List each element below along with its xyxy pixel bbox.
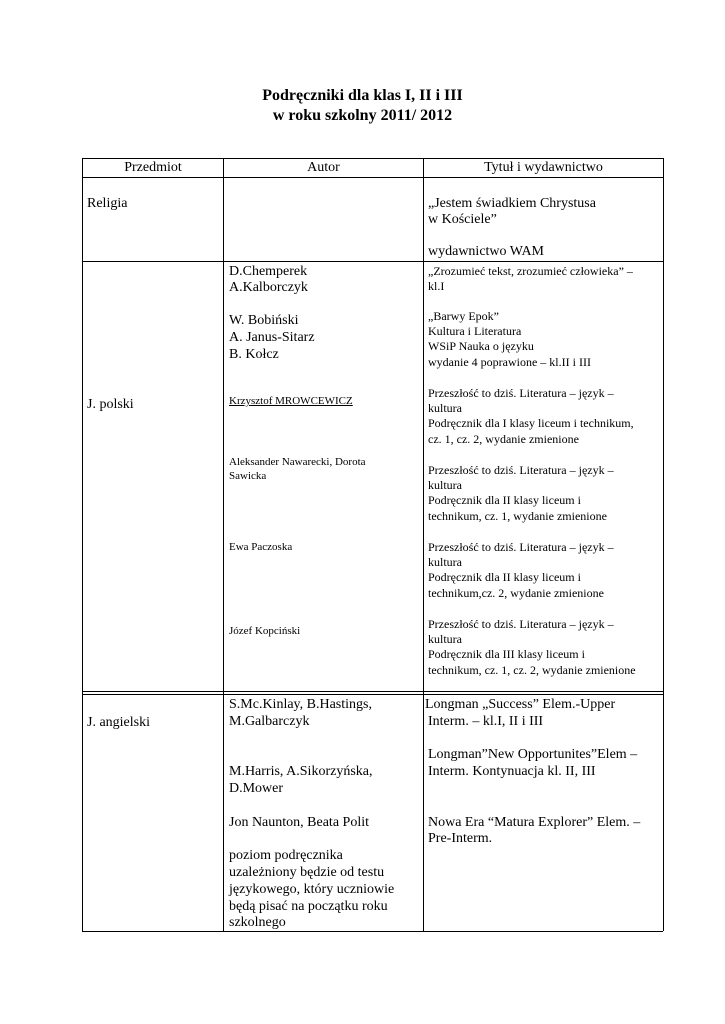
polski-title-2-line-3: WSiP Nauka o języku: [428, 339, 534, 353]
polski-title-5-line-3: Podręcznik dla II klasy liceum i: [428, 570, 581, 584]
angielski-title-1-line-2: Interm. – kl.I, II i III: [428, 714, 544, 729]
polski-title-4-line-4: technikum, cz. 1, wydanie zmienione: [428, 509, 607, 523]
angielski-note-line-2: uzależniony będzie od testu: [229, 865, 385, 880]
polski-title-2-line-1: „Barwy Epok”: [428, 309, 499, 323]
table-border-bottom: [82, 931, 663, 932]
column-divider-2: [423, 158, 424, 931]
polski-author-5: Ewa Paczoska: [229, 541, 293, 553]
header-subject: Przedmiot: [124, 160, 182, 175]
subject-polski: J. polski: [87, 397, 134, 412]
polski-row-divider-a: [82, 691, 663, 692]
polski-author-2-line-3: B. Kołcz: [229, 347, 279, 362]
polski-title-6-line-4: technikum, cz. 1, cz. 2, wydanie zmienione: [428, 663, 636, 677]
polski-title-5-line-2: kultura: [428, 555, 462, 569]
angielski-author-3: Jon Naunton, Beata Polit: [229, 815, 369, 830]
polski-title-4-line-2: kultura: [428, 478, 462, 492]
header-author: Autor: [307, 160, 340, 175]
polski-title-5-line-4: technikum,cz. 2, wydanie zmienione: [428, 586, 604, 600]
religia-title-line-1: „Jestem świadkiem Chrystusa: [428, 196, 596, 211]
header-row-divider: [82, 177, 663, 178]
polski-title-3-line-2: kultura: [428, 401, 462, 415]
religia-publisher: wydawnictwo WAM: [428, 244, 545, 259]
polski-title-4-line-3: Podręcznik dla II klasy liceum i: [428, 493, 581, 507]
polski-author-2-line-1: W. Bobiński: [229, 313, 299, 328]
polski-author-3: Krzysztof MROWCEWICZ: [229, 395, 353, 407]
polski-title-3-line-1: Przeszłość to dziś. Literatura – język –: [428, 386, 614, 400]
angielski-title-2-line-2: Interm. Kontynuacja kl. II, III: [428, 764, 596, 779]
angielski-author-2-line-1: M.Harris, A.Sikorzyńska,: [229, 764, 373, 779]
angielski-note-line-4: będą pisać na początku roku: [229, 899, 388, 914]
polski-title-2-line-2: Kultura i Literatura: [428, 324, 522, 338]
polski-title-2-line-4: wydanie 4 poprawione – kl.II i III: [428, 355, 591, 369]
table-border-left: [82, 158, 83, 931]
angielski-title-2-line-1: Longman”New Opportunites”Elem –: [428, 747, 638, 762]
polski-title-1-line-2: kl.I: [428, 279, 445, 293]
polski-author-6: Józef Kopciński: [229, 625, 301, 637]
angielski-note-line-1: poziom podręcznika: [229, 848, 343, 863]
page-subtitle: w roku szkolny 2011/ 2012: [272, 107, 453, 124]
polski-title-1-line-1: „Zrozumieć tekst, zrozumieć człowieka” –: [428, 264, 633, 278]
angielski-title-3-line-1: Nowa Era “Matura Explorer” Elem. –: [428, 815, 641, 830]
angielski-title-1-line-1: Longman „Success” Elem.-Upper: [425, 697, 616, 712]
polski-author-4-line-1: Aleksander Nawarecki, Dorota: [229, 456, 366, 468]
polski-row-divider-b: [82, 694, 663, 695]
column-divider-1: [223, 158, 224, 931]
polski-author-4-line-2: Sawicka: [229, 470, 267, 482]
polski-title-4-line-1: Przeszłość to dziś. Literatura – język –: [428, 463, 614, 477]
angielski-note-line-5: szkolnego: [229, 915, 286, 930]
polski-title-3-line-3: Podręcznik dla I klasy liceum i technikum,: [428, 416, 634, 430]
polski-title-6-line-3: Podręcznik dla III klasy liceum i: [428, 647, 585, 661]
header-title: Tytuł i wydawnictwo: [484, 160, 603, 175]
religia-row-divider: [82, 261, 663, 262]
polski-author-1-line-1: D.Chemperek: [229, 264, 308, 279]
polski-title-3-line-4: cz. 1, cz. 2, wydanie zmienione: [428, 432, 579, 446]
angielski-author-1-line-2: M.Galbarczyk: [229, 714, 310, 729]
angielski-note-line-3: językowego, który uczniowie: [229, 882, 395, 897]
table-border-right: [663, 158, 664, 931]
polski-title-6-line-2: kultura: [428, 632, 462, 646]
angielski-author-2-line-2: D.Mower: [229, 781, 284, 796]
angielski-author-1-line-1: S.Mc.Kinlay, B.Hastings,: [229, 697, 372, 712]
polski-title-5-line-1: Przeszłość to dziś. Literatura – język –: [428, 540, 614, 554]
table-border-top: [82, 158, 663, 159]
angielski-title-3-line-2: Pre-Interm.: [428, 831, 493, 846]
subject-angielski: J. angielski: [87, 715, 150, 730]
page-title: Podręczniki dla klas I, II i III: [262, 87, 463, 104]
subject-religia: Religia: [87, 196, 128, 211]
polski-author-1-line-2: A.Kalborczyk: [229, 280, 308, 295]
religia-title-line-2: w Kościele”: [428, 212, 497, 227]
polski-author-2-line-2: A. Janus-Sitarz: [229, 330, 315, 345]
polski-title-6-line-1: Przeszłość to dziś. Literatura – język –: [428, 617, 614, 631]
